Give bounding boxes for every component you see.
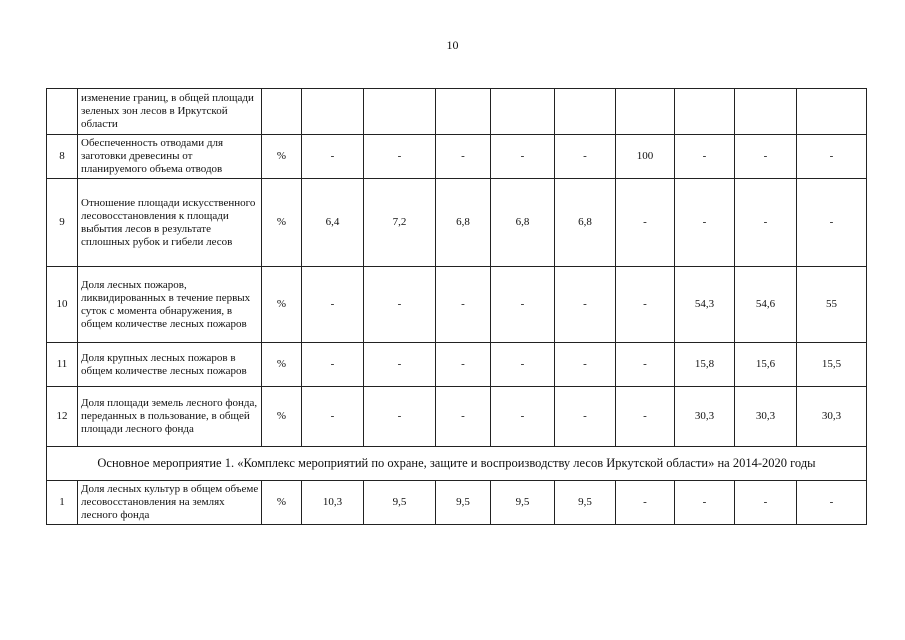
value-cell: - [797, 481, 867, 525]
value-cell: 6,8 [491, 179, 555, 267]
value-cell: 7,2 [364, 179, 436, 267]
value-cell: 54,6 [735, 267, 797, 343]
value-cell [491, 89, 555, 135]
value-cell: 9,5 [555, 481, 616, 525]
value-cell: - [675, 179, 735, 267]
table-row [47, 89, 867, 135]
value-cell: - [797, 135, 867, 179]
value-cell: - [302, 135, 364, 179]
value-cell [555, 89, 616, 135]
value-cell: 30,3 [675, 387, 735, 447]
value-cell [616, 89, 675, 135]
value-cell: - [436, 343, 491, 387]
value-cell: - [616, 387, 675, 447]
value-cell: 10,3 [302, 481, 364, 525]
indicator-description: Отношение площади искусственного лесовосстановления к площади выбытия лесов в результате сплошных рубок и гибели лесов [78, 179, 262, 267]
value-cell: - [302, 387, 364, 447]
value-cell: - [616, 267, 675, 343]
value-cell: - [616, 343, 675, 387]
value-cell: 9,5 [491, 481, 555, 525]
unit-cell: % [262, 387, 302, 447]
indicators-table [46, 88, 867, 525]
value-cell: - [364, 135, 436, 179]
row-number: 9 [47, 179, 78, 267]
page-number: 10 [446, 38, 459, 52]
value-cell: - [302, 267, 364, 343]
value-cell: - [675, 135, 735, 179]
unit-cell [262, 89, 302, 135]
row-number: 10 [47, 267, 78, 343]
indicator-description: Доля лесных культур в общем объеме лесовосстановления на землях лесного фонда [78, 481, 262, 525]
row-number [47, 89, 78, 135]
value-cell: - [436, 135, 491, 179]
indicator-description: Доля площади земель лесного фонда, переданных в пользование, в общей площади лесного фонда [78, 387, 262, 447]
value-cell: - [302, 343, 364, 387]
value-cell: 6,4 [302, 179, 364, 267]
value-cell: 6,8 [436, 179, 491, 267]
value-cell: - [735, 135, 797, 179]
unit-cell: % [262, 481, 302, 525]
value-cell: - [436, 267, 491, 343]
value-cell: - [364, 343, 436, 387]
row-number: 12 [47, 387, 78, 447]
value-cell: - [364, 387, 436, 447]
table-row [47, 343, 867, 387]
value-cell [735, 89, 797, 135]
indicator-description: Доля лесных пожаров, ликвидированных в течение первых суток с момента обнаружения, в общем количестве лесных пожаров [78, 267, 262, 343]
value-cell: 55 [797, 267, 867, 343]
value-cell: 30,3 [797, 387, 867, 447]
table-row [47, 481, 867, 525]
row-number: 11 [47, 343, 78, 387]
value-cell: 30,3 [735, 387, 797, 447]
value-cell: 9,5 [436, 481, 491, 525]
unit-cell: % [262, 179, 302, 267]
value-cell: 54,3 [675, 267, 735, 343]
value-cell: - [735, 179, 797, 267]
value-cell: - [797, 179, 867, 267]
table-row [47, 179, 867, 267]
unit-cell: % [262, 267, 302, 343]
table-row [47, 387, 867, 447]
value-cell: - [491, 343, 555, 387]
value-cell: - [436, 387, 491, 447]
value-cell: - [364, 267, 436, 343]
section-header-row [47, 447, 867, 481]
table-row [47, 267, 867, 343]
value-cell: 15,6 [735, 343, 797, 387]
value-cell: 100 [616, 135, 675, 179]
row-number: 8 [47, 135, 78, 179]
unit-cell: % [262, 343, 302, 387]
indicator-description: Доля крупных лесных пожаров в общем количестве лесных пожаров [78, 343, 262, 387]
unit-cell: % [262, 135, 302, 179]
value-cell: - [491, 387, 555, 447]
value-cell: - [616, 179, 675, 267]
value-cell: 15,5 [797, 343, 867, 387]
value-cell [364, 89, 436, 135]
row-number: 1 [47, 481, 78, 525]
value-cell: - [555, 267, 616, 343]
value-cell: 9,5 [364, 481, 436, 525]
section-title: Основное мероприятие 1. «Комплекс мероприятий по охране, защите и воспроизводству лесов Иркутской области» на 2014-2020 годы [47, 447, 867, 481]
table-body [47, 89, 867, 525]
value-cell [675, 89, 735, 135]
value-cell: - [616, 481, 675, 525]
value-cell: - [735, 481, 797, 525]
value-cell: 6,8 [555, 179, 616, 267]
value-cell: - [491, 135, 555, 179]
value-cell: - [555, 387, 616, 447]
value-cell [797, 89, 867, 135]
value-cell: - [675, 481, 735, 525]
indicator-description: изменение границ, в общей площади зеленых зон лесов в Иркутской области [78, 89, 262, 135]
table-row [47, 135, 867, 179]
value-cell: - [555, 343, 616, 387]
value-cell [302, 89, 364, 135]
value-cell [436, 89, 491, 135]
value-cell: - [491, 267, 555, 343]
indicator-description: Обеспеченность отводами для заготовки древесины от планируемого объема отводов [78, 135, 262, 179]
value-cell: - [555, 135, 616, 179]
value-cell: 15,8 [675, 343, 735, 387]
